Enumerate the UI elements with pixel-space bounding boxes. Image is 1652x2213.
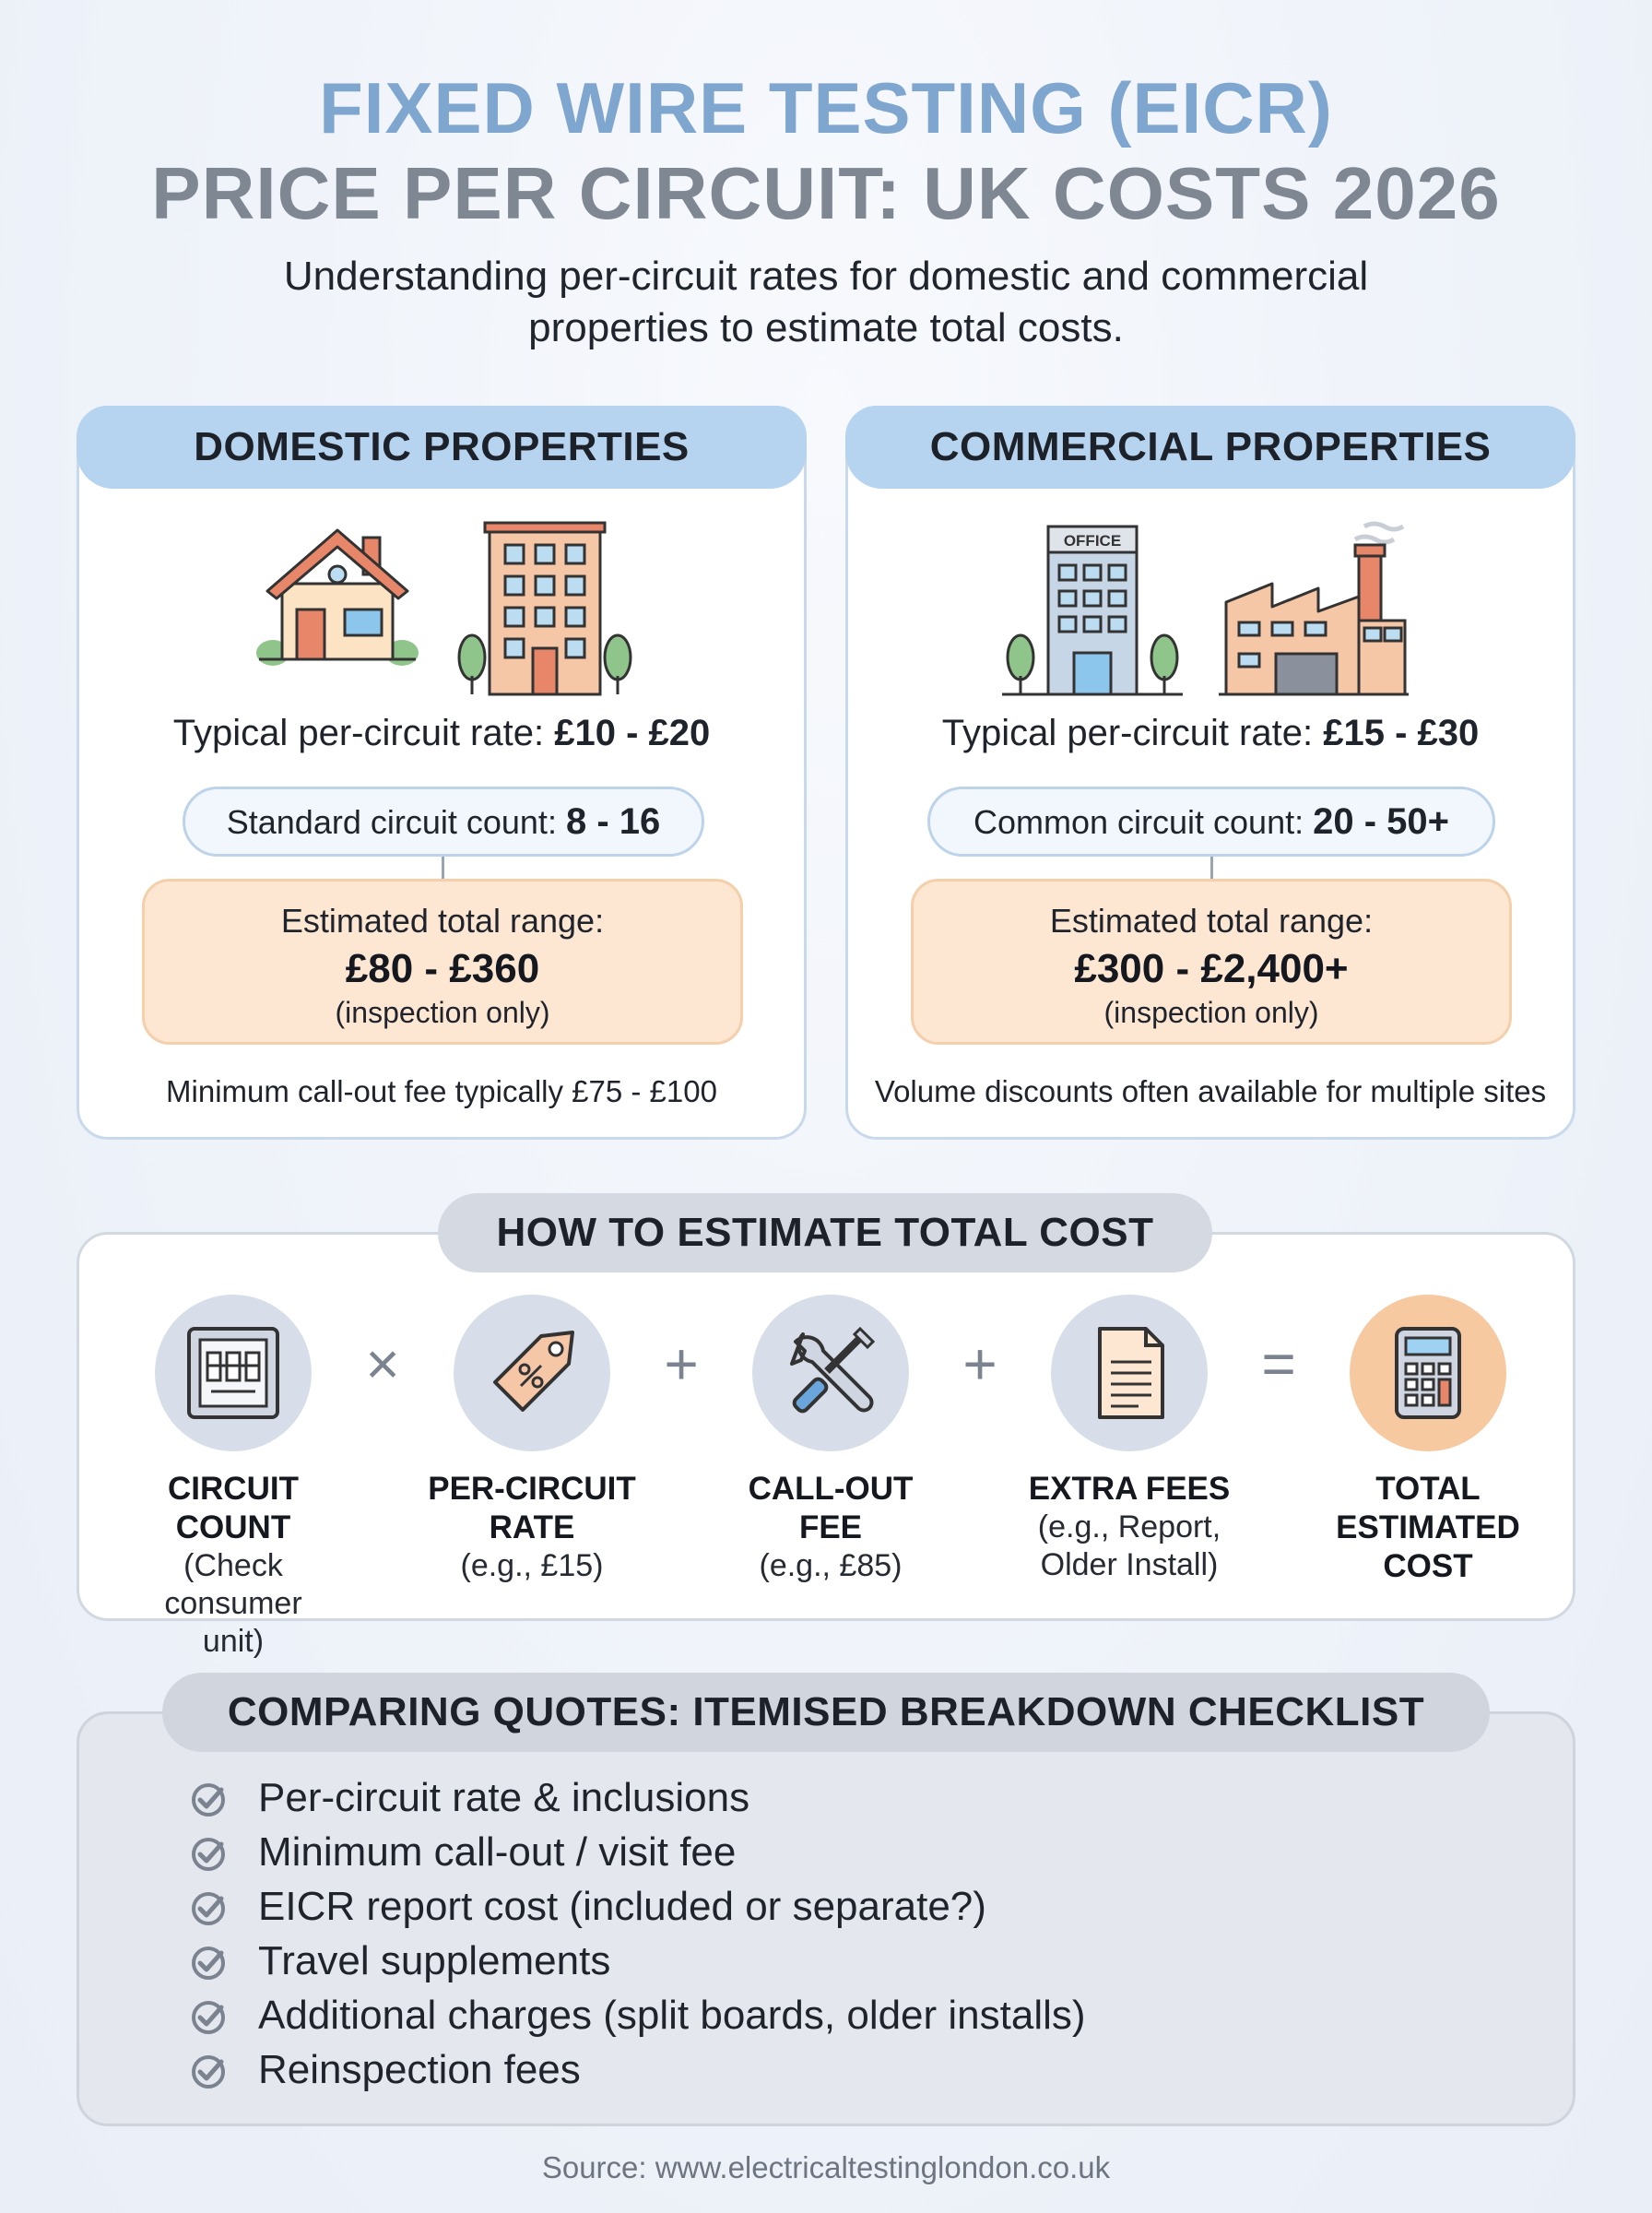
subtitle-line-2: properties to estimate total costs.	[528, 305, 1124, 350]
step-extra-fees	[1009, 1295, 1249, 1584]
checklist-item-text: EICR report cost (included or separate?)	[258, 1884, 986, 1929]
check-circle-icon	[190, 1890, 227, 1927]
step-4-label-line-1: EXTRA FEES	[1028, 1471, 1231, 1507]
step-sub-rate	[412, 1547, 652, 1585]
step-sub-circuit-count	[113, 1547, 353, 1661]
step-circle-extra-fees	[1051, 1295, 1208, 1451]
calculator-icon	[1373, 1318, 1483, 1428]
commercial-count-pill	[927, 787, 1495, 857]
domestic-total-value: £80 - £360	[345, 946, 540, 991]
checklist	[190, 1770, 1086, 2097]
step-2-label-line-2: RATE	[489, 1509, 575, 1545]
tools-icon	[775, 1318, 886, 1428]
domestic-rate-label: Typical per-circuit rate:	[172, 713, 555, 753]
checklist-item-text: Minimum call-out / visit fee	[258, 1829, 737, 1875]
commercial-count-value: 20 - 50+	[1313, 801, 1449, 842]
price-tag-icon	[477, 1318, 587, 1428]
step-label-total	[1308, 1470, 1548, 1586]
step-3-label-line-2: FEE	[798, 1509, 863, 1545]
source-credit: Source: www.electricaltestinglondon.co.uk	[541, 2150, 1111, 2184]
commercial-rate-value: £15 - £30	[1323, 713, 1480, 753]
checklist-item	[190, 1934, 1086, 1988]
commercial-heading: COMMERCIAL PROPERTIES	[845, 406, 1575, 489]
domestic-card	[77, 406, 807, 1140]
commercial-rate-label: Typical per-circuit rate:	[941, 713, 1324, 753]
domestic-total-note: (inspection only)	[335, 996, 550, 1029]
estimate-heading: HOW TO ESTIMATE TOTAL COST	[438, 1193, 1212, 1272]
step-3-label-line-1: CALL-OUT	[748, 1471, 914, 1507]
checklist-item	[190, 2042, 1086, 2097]
consumer-unit-icon	[178, 1318, 289, 1428]
step-per-circuit-rate	[412, 1295, 652, 1585]
operator-plus-2: +	[962, 1331, 997, 1397]
step-total-estimated-cost	[1308, 1295, 1548, 1586]
subtitle	[227, 251, 1425, 354]
step-sub-call-out	[711, 1547, 950, 1585]
checklist-item-text: Travel supplements	[258, 1938, 611, 1983]
operator-equals: =	[1261, 1331, 1296, 1397]
apartment-block-icon	[457, 519, 632, 704]
office-building-icon	[1000, 519, 1185, 704]
step-label-call-out	[711, 1470, 950, 1547]
step-label-extra-fees	[1009, 1470, 1249, 1509]
commercial-total-value: £300 - £2,400+	[1074, 946, 1349, 991]
domestic-icons	[79, 519, 804, 704]
checklist-item-text: Reinspection fees	[258, 2047, 581, 2092]
commercial-rate	[848, 713, 1573, 754]
commercial-footnote: Volume discounts often available for multiple sites	[874, 1074, 1547, 1108]
commercial-total-box	[911, 879, 1512, 1045]
domestic-count-value: 8 - 16	[565, 801, 661, 842]
checklist-heading: COMPARING QUOTES: ITEMISED BREAKDOWN CHECKLIST	[162, 1673, 1490, 1752]
domestic-rate	[79, 713, 804, 754]
checklist-item	[190, 1825, 1086, 1879]
commercial-icons	[848, 519, 1573, 704]
step-circuit-count	[113, 1295, 353, 1661]
step-4-sub-line-2: Older Install)	[1040, 1547, 1219, 1582]
commercial-total-note: (inspection only)	[1103, 996, 1319, 1029]
step-5-label-line-3: COST	[1383, 1548, 1473, 1584]
step-3-sub-line-1: (e.g., £85)	[759, 1548, 903, 1583]
check-circle-icon	[190, 2053, 227, 2090]
step-2-sub-line-1: (e.g., £15)	[460, 1548, 604, 1583]
check-circle-icon	[190, 1836, 227, 1873]
commercial-total-label: Estimated total range:	[1049, 902, 1374, 940]
checklist-item	[190, 1770, 1086, 1825]
checklist-item	[190, 1988, 1086, 2042]
step-1-sub-line-1: (Check consumer	[164, 1548, 302, 1621]
step-5-label-line-1: TOTAL	[1375, 1471, 1481, 1507]
title-line-1: FIXED WIRE TESTING (EICR)	[319, 67, 1333, 148]
step-1-label-line-1: CIRCUIT COUNT	[168, 1471, 299, 1545]
check-circle-icon	[190, 1999, 227, 2036]
checklist-item-text: Additional charges (split boards, older installs)	[258, 1993, 1086, 2038]
domestic-heading: DOMESTIC PROPERTIES	[77, 406, 807, 489]
house-icon	[254, 519, 420, 667]
checklist-item-text: Per-circuit rate & inclusions	[258, 1775, 750, 1820]
step-1-sub-line-2: unit)	[202, 1624, 265, 1659]
domestic-count-label: Standard circuit count:	[226, 803, 566, 841]
domestic-total-box	[142, 879, 743, 1045]
step-4-sub-line-1: (e.g., Report,	[1037, 1509, 1221, 1544]
step-label-circuit-count	[113, 1470, 353, 1547]
step-call-out-fee	[711, 1295, 950, 1585]
step-5-label-line-2: ESTIMATED	[1336, 1509, 1520, 1545]
commercial-card	[845, 406, 1575, 1140]
step-circle-total	[1350, 1295, 1506, 1451]
domestic-rate-value: £10 - £20	[554, 713, 711, 753]
document-icon	[1074, 1318, 1185, 1428]
check-circle-icon	[190, 1781, 227, 1818]
step-circle-rate	[454, 1295, 610, 1451]
step-circle-call-out	[752, 1295, 909, 1451]
operator-multiply: ×	[365, 1331, 400, 1397]
subtitle-line-1: Understanding per-circuit rates for domestic and commercial	[283, 254, 1369, 299]
title-line-2: PRICE PER CIRCUIT: UK COSTS 2026	[151, 152, 1501, 234]
step-2-label-line-1: PER-CIRCUIT	[428, 1471, 636, 1507]
domestic-footnote: Minimum call-out fee typically £75 - £100	[166, 1074, 717, 1108]
operator-plus-1: +	[664, 1331, 699, 1397]
step-label-rate	[412, 1470, 652, 1547]
office-sign-text: OFFICE	[1063, 532, 1122, 550]
step-sub-extra-fees	[1009, 1509, 1249, 1584]
check-circle-icon	[190, 1945, 227, 1982]
step-circle-circuit-count	[155, 1295, 312, 1451]
domestic-count-pill	[183, 787, 704, 857]
factory-icon	[1217, 519, 1410, 704]
checklist-item	[190, 1879, 1086, 1934]
domestic-total-label: Estimated total range:	[280, 902, 605, 940]
commercial-count-label: Common circuit count:	[973, 803, 1314, 841]
